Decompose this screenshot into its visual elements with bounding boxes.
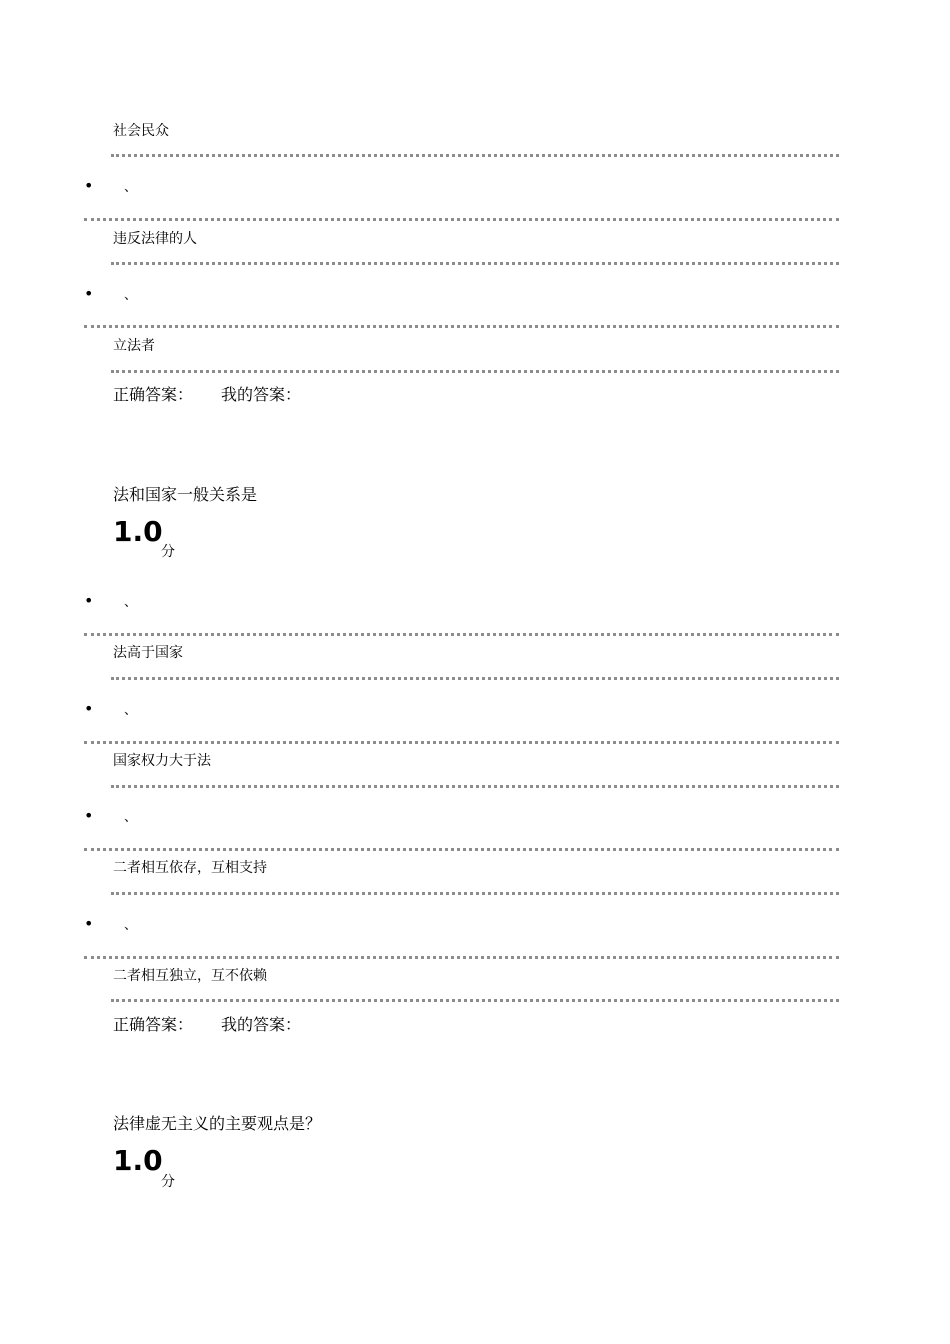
option-text: 法高于国家 bbox=[113, 645, 183, 661]
divider bbox=[111, 370, 839, 373]
divider bbox=[84, 325, 839, 328]
my-answer-label: 我的答案： bbox=[221, 385, 302, 404]
bullet-icon: • bbox=[84, 914, 94, 933]
option-mark[interactable]: 、 bbox=[124, 180, 138, 195]
divider bbox=[111, 154, 839, 157]
my-answer-label: 我的答案： bbox=[221, 1015, 302, 1034]
divider bbox=[111, 999, 839, 1002]
option-mark[interactable]: 、 bbox=[124, 288, 138, 303]
divider bbox=[111, 785, 839, 788]
divider bbox=[84, 956, 839, 959]
divider bbox=[111, 262, 839, 265]
bullet-icon: • bbox=[84, 284, 94, 303]
question-title: 法和国家一般关系是 bbox=[113, 485, 258, 504]
correct-answer-label: 正确答案： bbox=[113, 385, 194, 404]
bullet-icon: • bbox=[84, 591, 94, 610]
option-mark[interactable]: 、 bbox=[124, 595, 138, 610]
correct-answer-label: 正确答案： bbox=[113, 1015, 194, 1034]
divider bbox=[84, 218, 839, 221]
option-text: 二者相互依存，互相支持 bbox=[113, 860, 267, 876]
question-score: 1.0 bbox=[113, 1144, 163, 1177]
divider bbox=[84, 741, 839, 744]
option-mark[interactable]: 、 bbox=[124, 918, 138, 933]
option-text: 立法者 bbox=[113, 338, 155, 354]
option-text: 社会民众 bbox=[113, 123, 169, 139]
bullet-icon: • bbox=[84, 176, 94, 195]
score-unit: 分 bbox=[161, 544, 175, 560]
bullet-icon: • bbox=[84, 699, 94, 718]
question-score: 1.0 bbox=[113, 515, 163, 548]
score-unit: 分 bbox=[161, 1174, 175, 1190]
divider bbox=[84, 633, 839, 636]
option-mark[interactable]: 、 bbox=[124, 810, 138, 825]
divider bbox=[111, 677, 839, 680]
option-text: 二者相互独立，互不依赖 bbox=[113, 968, 267, 984]
option-text: 违反法律的人 bbox=[113, 231, 197, 247]
bullet-icon: • bbox=[84, 806, 94, 825]
divider bbox=[111, 892, 839, 895]
option-text: 国家权力大于法 bbox=[113, 753, 211, 769]
divider bbox=[84, 848, 839, 851]
option-mark[interactable]: 、 bbox=[124, 703, 138, 718]
question-title: 法律虚无主义的主要观点是？ bbox=[113, 1114, 322, 1133]
